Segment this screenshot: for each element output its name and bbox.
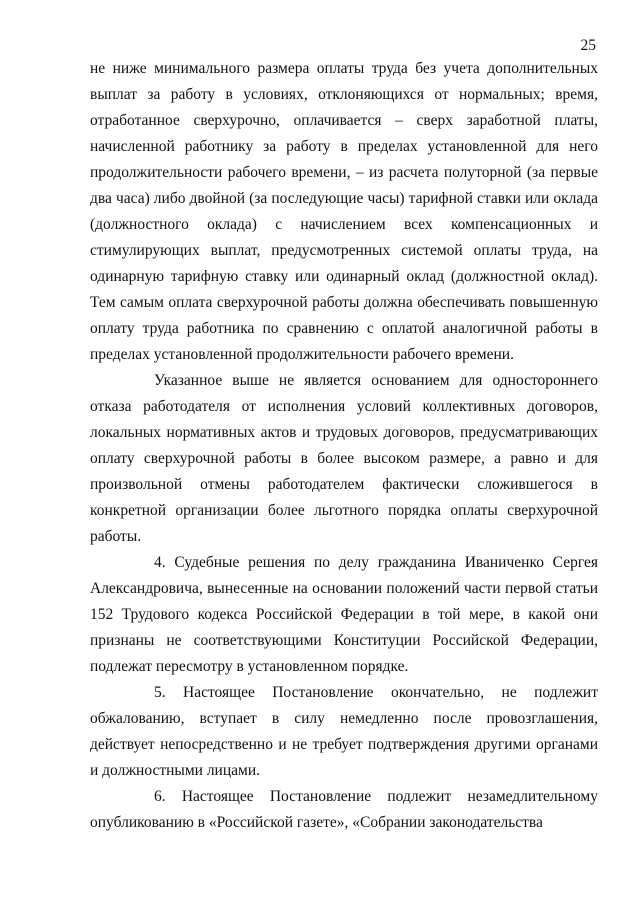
paragraph-overtime-note: Указанное выше не является основанием для одностороннего отказа работодателя от исполнения условий коллективных договоров, локальных нормативных актов и трудовых договоров, предусматривающих оплату сверхурочной работы в более высоком размере, а равно и для произвольной отмены работодателем фактически сложившегося в конкретной организации более льготного порядка оплаты сверхурочной работы.: [90, 372, 598, 545]
paragraph-continuation: не ниже минимального размера оплаты труда без учета дополнительных выплат за работу в условиях, отклоняющихся от нормальных; время, отработанное сверхурочно, оплачивается – сверх заработной платы, начисленной работнику за работу в пределах установленной для него продолжительности рабочего времени, – из расчета полуторной (за первые два часа) либо двойной (за последующие часы) тарифной ставки или оклада (должностного оклада) с начислением всех компенсационных и стимулирующих выплат, предусмотренных системой оплаты труда, на одинарную тарифную ставку или одинарный оклад (должностной оклад). Тем самым оплата сверхурочной работы должна обеспечивать повышенную оплату труда работника по сравнению с оплатой аналогичной работы в пределах установленной продолжительности рабочего времени.: [90, 60, 598, 363]
paragraph-item-4: 4. Судебные решения по делу гражданина Иваниченко Сергея Александровича, вынесенные на основании положений части первой статьи 152 Трудового кодекса Российской Федерации в той мере, в какой они признаны не соответствующими Конституции Российской Федерации, подлежат пересмотру в установленном порядке.: [90, 554, 598, 675]
paragraph-item-5: 5. Настоящее Постановление окончательно, не подлежит обжалованию, вступает в силу немедленно после провозглашения, действует непосредственно и не требует подтверждения другими органами и должностными лицами.: [90, 684, 598, 779]
document-body: [90, 56, 598, 836]
paragraph-item-6: 6. Настоящее Постановление подлежит незамедлительному опубликованию в «Российской газете», «Собрании законодательства: [90, 788, 598, 831]
page-number: 25: [580, 37, 596, 54]
